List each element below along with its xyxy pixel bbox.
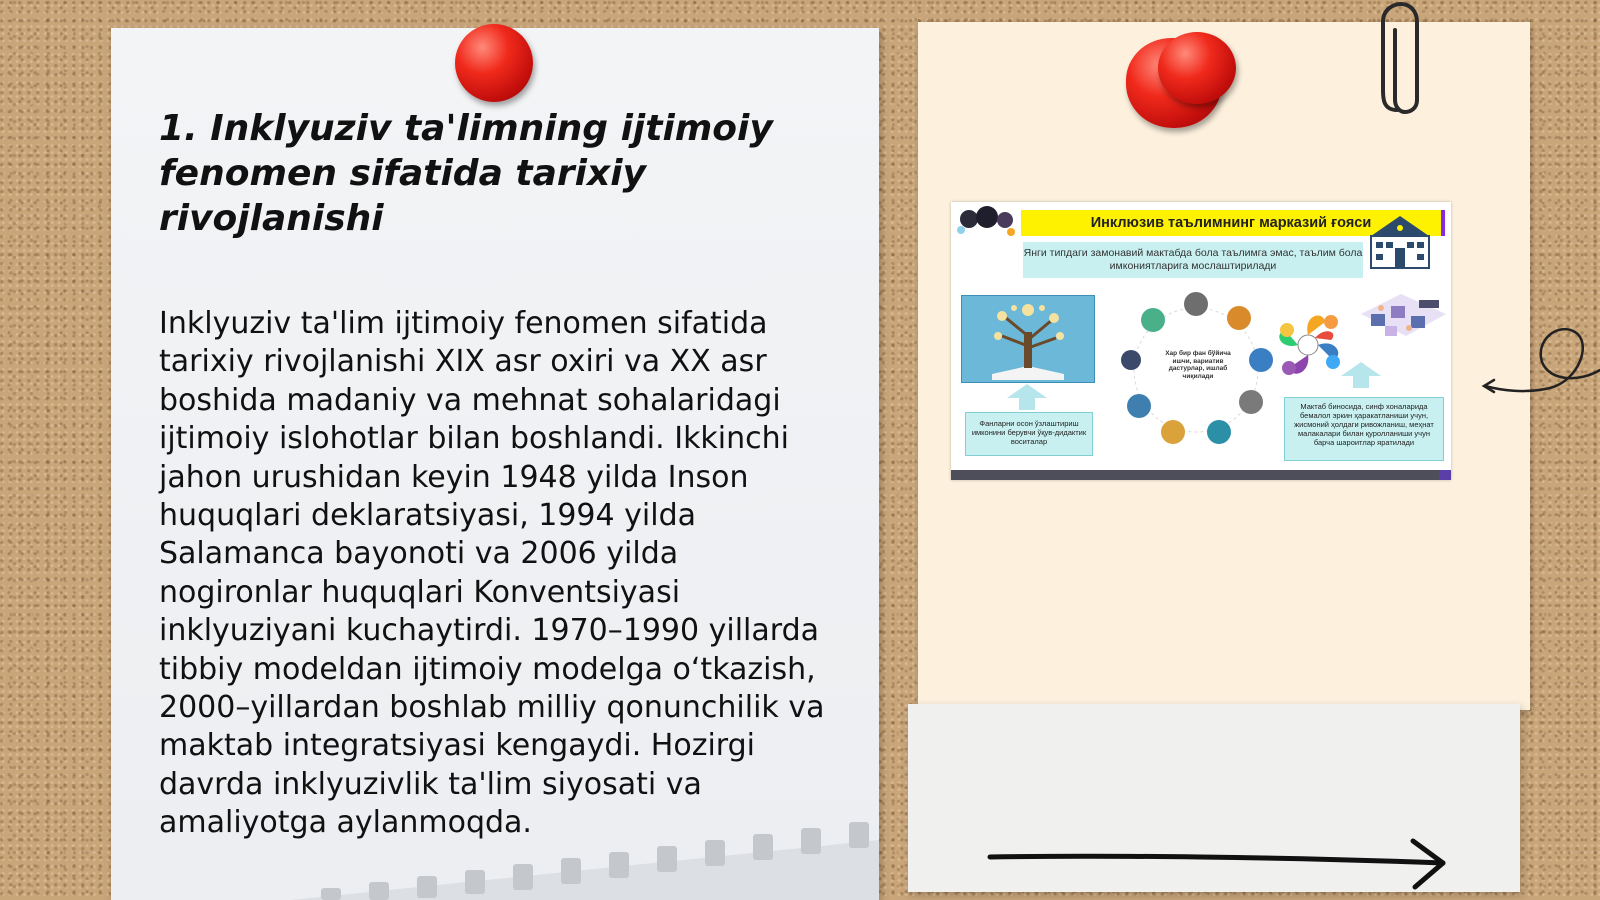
- left-note-paper: [111, 28, 879, 900]
- arrow-right-icon: [985, 835, 1450, 895]
- infographic-right-box: Мактаб биносида, синф хоналарида бемалол эркин ҳаракатланиши учун, жисмоний ҳолдаги ривожланиш, меҳнат малакалари билан қуролланиши учун барча шароитлар яратилади: [1284, 397, 1444, 461]
- infographic-footer-bar: [951, 470, 1451, 480]
- classroom-illustration: [1351, 284, 1449, 356]
- infographic-title: Инклюзив таълимнинг марказий ғояси: [1021, 210, 1445, 236]
- paperclip-icon: [1375, 0, 1425, 125]
- flower-diagram-icon: [1263, 300, 1353, 390]
- people-icon: [955, 204, 1017, 238]
- pushpin-icon: [455, 24, 533, 102]
- up-arrow-icon: [1007, 384, 1047, 410]
- squiggle-arrow-icon: [1480, 310, 1600, 410]
- infographic-center-text: Хар бир фан бўйича ишчи, вариатив дастурлар, ишлаб чиқилади: [1165, 350, 1231, 380]
- infographic-image: [951, 202, 1451, 480]
- infographic-left-box: Фанларни осон ўзлаштириш имконини берувчи ўқув-дидактик воситалар: [965, 412, 1093, 456]
- school-building-icon: [1367, 212, 1433, 270]
- slide-title: 1. Inklyuziv ta'limning ijtimoiy fenomen sifatida tarixiy rivojlanishi: [159, 108, 773, 239]
- pushpin-icon: [1158, 32, 1236, 104]
- infographic-subtitle: Янги типдаги замонавий мактабда бола таълимга эмас, таълим бола имкониятларига мослаштирилади: [1023, 242, 1363, 278]
- tree-book-icon: [961, 295, 1095, 383]
- slide-body-text: Inklyuziv ta'lim ijtimoiy fenomen sifatida tarixiy rivojlanishi XIX asr oxiri va XX asr boshida madaniy va mehnat sohalaridagi ijtimoiy islohotlar bilan boshlandi. Ikkinchi jahon urushidan keyin 1948 yilda Inson huquqlari deklaratsiyasi, 1994 yilda Salamanca bayonoti va 2006 yilda nogironlar huquqlari Konventsiyasi inklyuziyani kuchaytirdi. 1970–1990 yillarda tibbiy modeldan ijtimoiy modelga o‘tkazish, 2000–yillardan boshlab milliy qonunchilik va maktab integratsiyasi kengaydi. Hozirgi davrda inklyuzivlik ta'lim siyosati va amaliyotga aylanmoqda.: [159, 306, 825, 841]
